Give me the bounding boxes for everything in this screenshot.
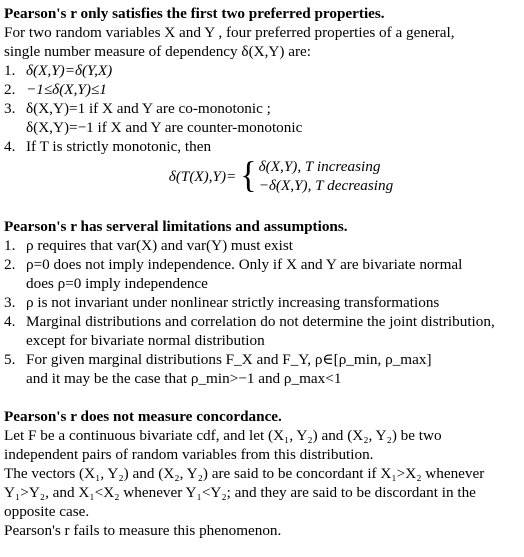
paragraph-line: For two random variables X and Y , four preferred properties of a general, <box>4 24 455 41</box>
list-item: 4. Marginal distributions and correlation do not determine the joint distribution, <box>4 313 495 330</box>
list-item: 3. ρ is not invariant under nonlinear strictly increasing transformations <box>4 294 440 311</box>
case-decreasing: −δ(X,Y), T decreasing <box>258 177 394 194</box>
paragraph-line: The vectors (X₁, Y₂) and (X₂, Y₂) are said to be concordant if X₁>X₂ whenever <box>4 465 485 482</box>
list-item: 3. δ(X,Y)=1 if X and Y are co-monotonic ; <box>4 100 271 117</box>
piecewise-equation <box>4 157 518 195</box>
section-title: Pearson's r has serveral limitations and assumptions. <box>4 218 348 235</box>
paragraph-line: Let F be a continuous bivariate cdf, and let (X₁, Y₂) and (X₂, Y₂) be two <box>4 427 442 444</box>
case-increasing: δ(X,Y), T increasing <box>258 158 381 175</box>
brace-symbol: { <box>240 155 257 196</box>
list-item-continuation: except for bivariate normal distribution <box>26 332 265 349</box>
list-item: 2. −1≤δ(X,Y)≤1 <box>4 81 107 98</box>
section-properties <box>4 4 518 195</box>
equation-cases <box>259 157 394 195</box>
section-limitations <box>4 217 518 388</box>
list-item: 4. If T is strictly monotonic, then <box>4 138 212 155</box>
paragraph-line: Y₁>Y₂, and X₁<X₂ whenever Y₁<Y₂; and they are said to be discordant in the <box>4 484 476 501</box>
list-item: 1. ρ requires that var(X) and var(Y) must exist <box>4 237 293 254</box>
section-title: Pearson's r does not measure concordance. <box>4 408 282 425</box>
list-item-continuation: does ρ=0 imply independence <box>26 275 208 292</box>
paragraph-line: opposite case. <box>4 503 90 520</box>
list-item-continuation: and it may be the case that ρ_min>−1 and ρ_max<1 <box>26 370 342 387</box>
list-item-continuation: δ(X,Y)=−1 if X and Y are counter-monotonic <box>26 119 303 136</box>
section-title: Pearson's r only satisfies the first two preferred properties. <box>4 5 385 22</box>
section-concordance <box>4 407 518 540</box>
list-item: 1. δ(X,Y)=δ(Y,X) <box>4 62 113 79</box>
paragraph-line: single number measure of dependency δ(X,Y) are: <box>4 43 311 60</box>
paragraph-line: Pearson's r fails to measure this phenomenon. <box>4 522 282 539</box>
paragraph-line: independent pairs of random variables from this distribution. <box>4 446 374 463</box>
list-item: 5. For given marginal distributions F_X and F_Y, ρ∈[ρ_min, ρ_max] <box>4 351 432 368</box>
equation-lhs: δ(T(X),Y)= <box>168 167 237 185</box>
list-item: 2. ρ=0 does not imply independence. Only if X and Y are bivariate normal <box>4 256 463 273</box>
